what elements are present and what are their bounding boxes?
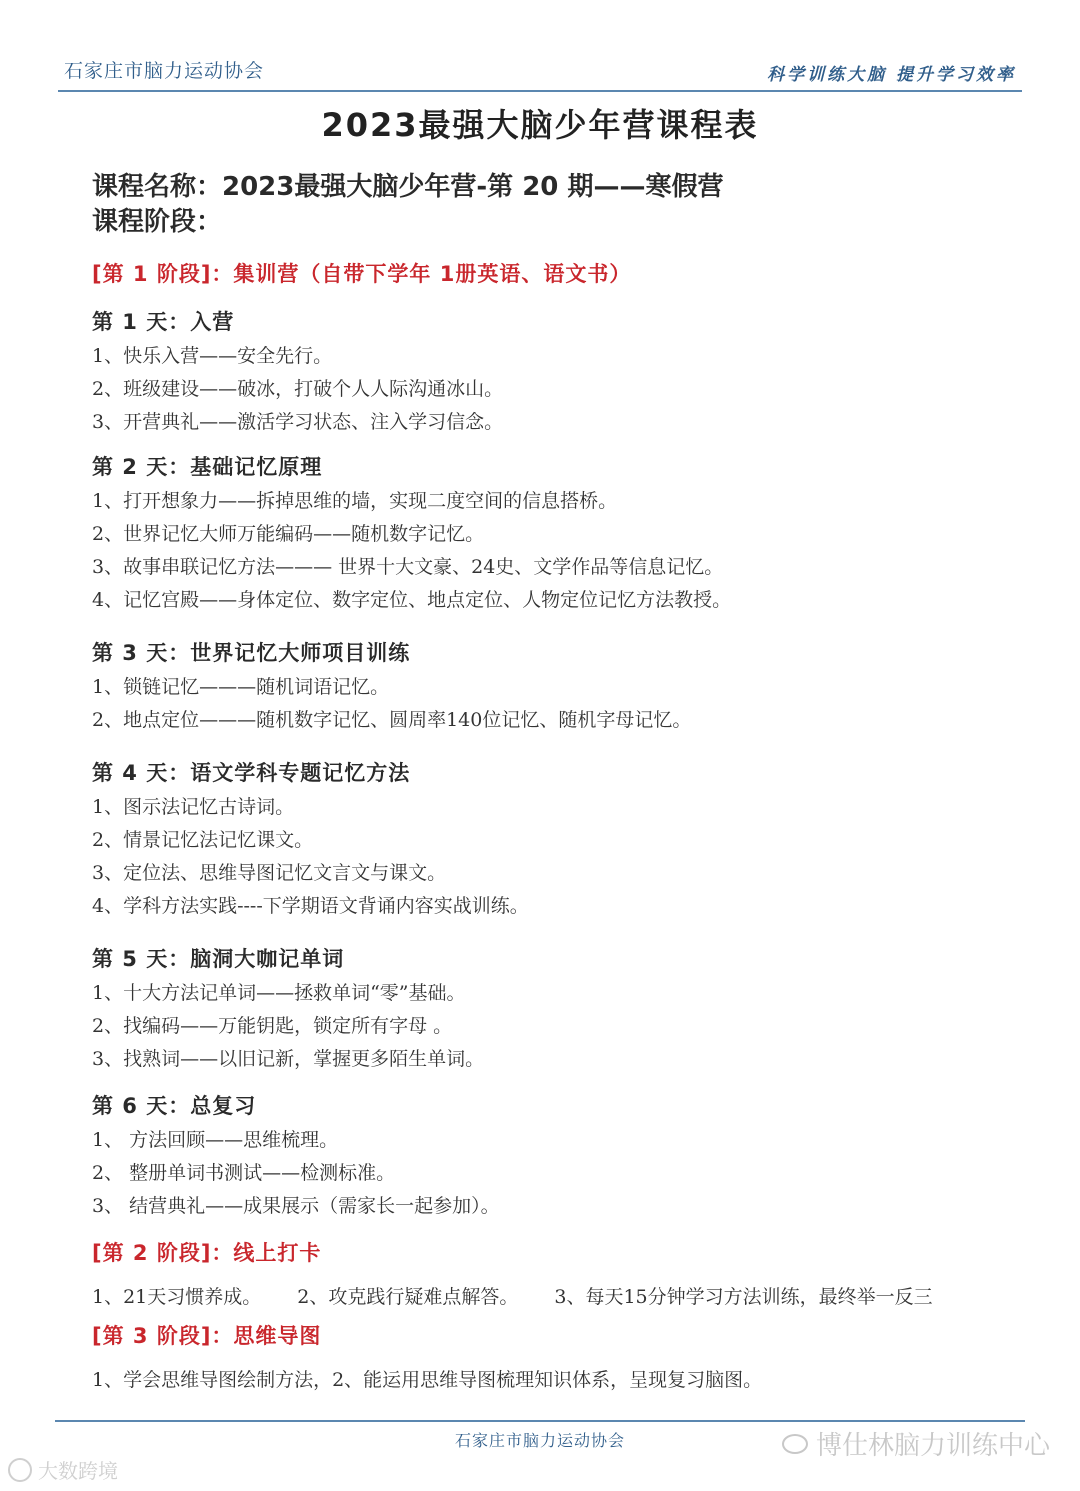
list-item: 3、定位法、思维导图记忆文言文与课文。 <box>92 862 447 884</box>
wechat-icon <box>782 1434 808 1454</box>
list-item: 3、故事串联记忆方法——— 世界十大文豪、24史、文学作品等信息记忆。 <box>92 556 724 578</box>
list-item: 4、学科方法实践----下学期语文背诵内容实战训练。 <box>92 895 529 917</box>
list-item: 3、开营典礼——激活学习状态、注入学习信念。 <box>92 411 504 433</box>
day-1 <box>92 306 1022 439</box>
watermark-right <box>782 1425 1050 1462</box>
day-2 <box>92 451 1022 617</box>
phase-2-title: [第 2 阶段]：线上打卡 <box>92 1241 322 1265</box>
list-item: 1、十大方法记单词——拯救单词“零”基础。 <box>92 982 466 1004</box>
day-title: 第 1 天：入营 <box>92 310 235 334</box>
list-item: 1、快乐入营——安全先行。 <box>92 345 333 367</box>
day-title: 第 6 天：总复习 <box>92 1094 257 1118</box>
list-item: 2、攻克践行疑难点解答。 <box>297 1286 519 1308</box>
phase-3-title: [第 3 阶段]：思维导图 <box>92 1324 322 1348</box>
phase-3-line: 1、学会思维导图绘制方法，2、能运用思维导图梳理知识体系，呈现复习脑图。 <box>92 1369 763 1391</box>
footer-org-name: 石家庄市脑力运动协会 <box>454 1431 625 1450</box>
list-item: 1、 方法回顾——思维梳理。 <box>92 1129 339 1151</box>
list-item: 3、找熟词——以旧记新，掌握更多陌生单词。 <box>92 1048 485 1070</box>
list-item: 2、找编码——万能钥匙，锁定所有字母 。 <box>92 1015 453 1037</box>
list-item: 1、打开想象力——拆掉思维的墙，实现二度空间的信息搭桥。 <box>92 490 618 512</box>
list-item: 2、 整册单词书测试——检测标准。 <box>92 1162 396 1184</box>
list-item: 4、记忆宫殿——身体定位、数字定位、地点定位、人物定位记忆方法教授。 <box>92 589 732 611</box>
footer-divider <box>55 1420 1025 1422</box>
list-item: 2、班级建设——破冰，打破个人人际沟通冰山。 <box>92 378 504 400</box>
day-title: 第 2 天：基础记忆原理 <box>92 455 323 479</box>
day-6 <box>92 1090 1022 1223</box>
list-item: 3、每天15分钟学习方法训练，最终举一反三 <box>554 1286 933 1308</box>
course-stage: 课程阶段： <box>92 207 223 237</box>
phase-2-items <box>92 1281 1022 1314</box>
list-item: 1、锁链记忆———随机词语记忆。 <box>92 676 390 698</box>
list-item: 3、 结营典礼——成果展示（需家长一起参加）。 <box>92 1195 500 1217</box>
header-slogan: 科学训练大脑 提升学习效率 <box>767 65 1016 85</box>
document-title: 2023最强大脑少年营课程表 <box>321 106 759 144</box>
day-title: 第 5 天：脑洞大咖记单词 <box>92 947 345 971</box>
day-4 <box>92 757 1022 923</box>
header-org-name: 石家庄市脑力运动协会 <box>64 60 265 82</box>
list-item: 2、情景记忆法记忆课文。 <box>92 829 314 851</box>
watermark-right-text: 博仕林脑力训练中心 <box>815 1431 1050 1461</box>
day-title: 第 3 天：世界记忆大师项目训练 <box>92 641 411 665</box>
brand-logo-icon <box>8 1458 32 1482</box>
watermark-left-text: 大数跨境 <box>38 1459 118 1483</box>
list-item: 2、世界记忆大师万能编码——随机数字记忆。 <box>92 523 485 545</box>
list-item: 1、图示法记忆古诗词。 <box>92 796 295 818</box>
list-item: 2、地点定位———随机数字记忆、圆周率140位记忆、随机字母记忆。 <box>92 709 692 731</box>
schedule-content <box>92 258 1022 1397</box>
day-title: 第 4 天：语文学科专题记忆方法 <box>92 761 411 785</box>
list-item: 1、21天习惯养成。 <box>92 1286 262 1308</box>
header-divider <box>58 90 1022 92</box>
phase-1-title: [第 1 阶段]：集训营（自带下学年 1册英语、语文书） <box>92 262 632 286</box>
day-5 <box>92 943 1022 1076</box>
course-name: 课程名称：2023最强大脑少年营-第 20 期——寒假营 <box>92 172 724 202</box>
course-meta <box>92 170 723 240</box>
day-3 <box>92 637 1022 737</box>
watermark-left <box>8 1455 118 1484</box>
